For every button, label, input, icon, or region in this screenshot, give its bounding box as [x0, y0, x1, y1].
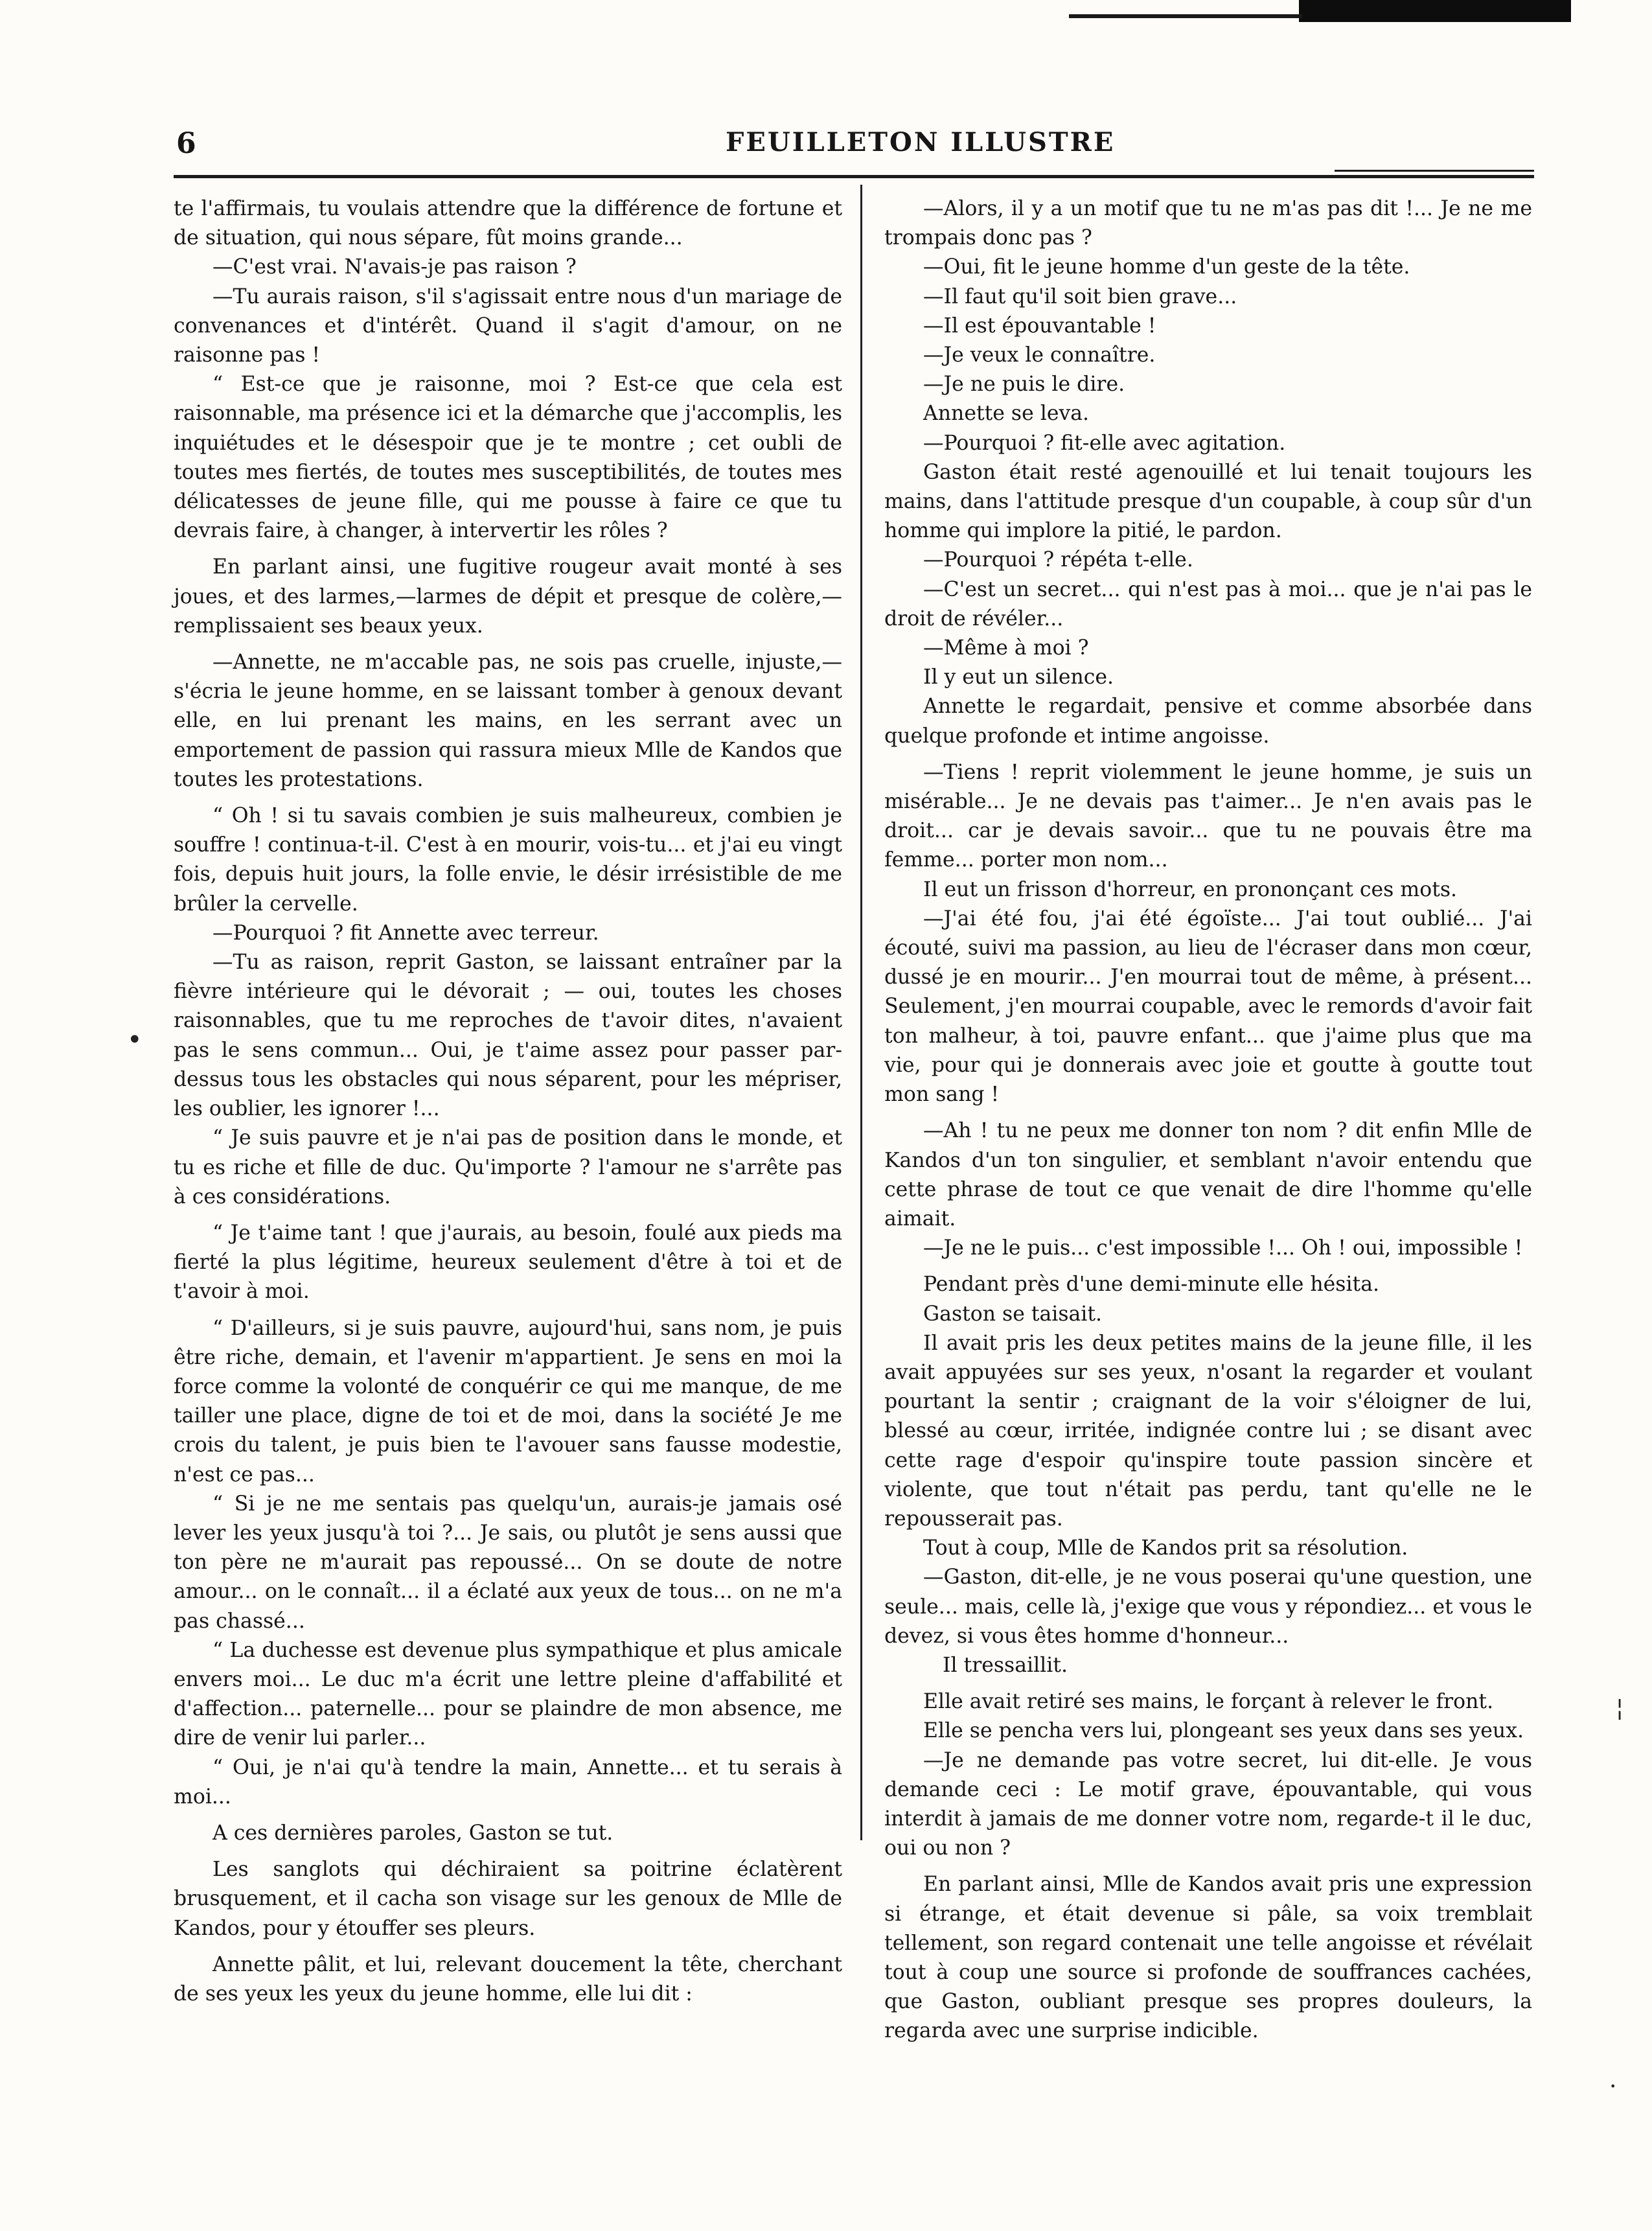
paragraph: Elle avait retiré ses mains, le forçant à relever le front. — [923, 1690, 1494, 1714]
paragraph: —Pourquoi ? fit Annette avec terreur. — [212, 921, 599, 945]
paragraph: —Pourquoi ? fit-elle avec agitation. — [923, 431, 1286, 455]
paragraph: Il eut un frisson d'horreur, en prononçant ces mots. — [923, 877, 1458, 901]
margin-mark: ¦ — [1616, 1695, 1624, 1722]
running-title: FEUILLETON ILLUSTRE — [726, 127, 1116, 157]
paragraph: Pendant près d'une demi-minute elle hésita. — [923, 1273, 1379, 1297]
paragraph: —Annette, ne m'accable pas, ne sois pas cruelle, injuste,— s'écria le jeune homme, en se laissant tomber à genoux devant elle, en lui prenant les mains, en les serrant avec un emportement de passion qui rassura mieux Mlle de Kandos que toutes les protestations. — [174, 651, 842, 791]
header-rule-accent — [1335, 170, 1534, 172]
paragraph: —Alors, il y a un motif que tu ne m'as pas dit !... Je ne me trompais donc pas ? — [884, 197, 1532, 250]
paragraph: “ Oh ! si tu savais combien je suis malheureux, combien je souffre ! continua-t-il. C'est à en mourir, vois-tu... et j'ai eu vingt fois, depuis huit jours, la folle envie, le désir irrésistible de me brûler la cervelle. — [174, 804, 842, 916]
paragraph: Tout à coup, Mlle de Kandos prit sa résolution. — [923, 1536, 1408, 1560]
paragraph: —Tiens ! reprit violemment le jeune homme, je suis un misérable... Je ne devais pas t'aimer... Je n'en avais pas le droit... car je devais savoir... que tu ne pouvais être ma femme... porter mon nom... — [884, 760, 1532, 872]
page-number: 6 — [176, 127, 196, 160]
paragraph: —Je ne le puis... c'est impossible !... Oh ! oui, impossible ! — [923, 1236, 1523, 1260]
paragraph: —Ah ! tu ne peux me donner ton nom ? dit enfin Mlle de Kandos d'un ton singulier, et semblant n'avoir entendu que cette phrase de tout ce que venait de dire l'homme qu'elle aimait. — [884, 1119, 1532, 1231]
paragraph: A ces dernières paroles, Gaston se tut. — [212, 1821, 614, 1845]
paragraph: Gaston se taisait. — [923, 1302, 1103, 1326]
right-column — [884, 194, 1532, 2046]
paragraph: “ La duchesse est devenue plus sympathique et plus amicale envers moi... Le duc m'a écrit une lettre pleine d'affabilité et d'affection... paternelle... pour se plaindre de mon absence, me dire de venir lui parler... — [174, 1638, 842, 1750]
paragraph: Les sanglots qui déchiraient sa poitrine éclatèrent brusquement, et il cacha son visage sur les genoux de Mlle de Kandos, pour y étouffer ses pleurs. — [174, 1858, 842, 1940]
paragraph: —Même à moi ? — [923, 636, 1089, 660]
paragraph: Annette pâlit, et lui, relevant doucement la tête, cherchant de ses yeux les yeux du jeune homme, elle lui dit : — [174, 1952, 842, 2006]
header-rule — [174, 175, 1534, 178]
paragraph: —Il est épouvantable ! — [923, 314, 1156, 338]
paragraph: Annette le regardait, pensive et comme absorbée dans quelque profonde et intime angoisse. — [884, 695, 1532, 748]
left-column — [174, 194, 842, 2009]
paragraph: Gaston était resté agenouillé et lui tenait toujours les mains, dans l'attitude presque d'un coupable, à coup sûr d'un homme qui implore la pitié, le pardon. — [884, 460, 1532, 543]
top-edge-bar — [1299, 0, 1571, 22]
paragraph: En parlant ainsi, Mlle de Kandos avait pris une expression si étrange, et était devenue si pâle, sa voix tremblait tellement, son regard contenait une telle angoisse et révélait tout à coup une source si profonde de souffrances cachées, que Gaston, oubliant presque ses propres douleurs, la regarda avec une surprise indicible. — [884, 1873, 1532, 2043]
column-divider — [860, 185, 862, 1840]
paragraph: te l'affirmais, tu voulais attendre que la différence de fortune et de situation, qui nous sépare, fût moins grande... — [174, 197, 842, 250]
paragraph: —Tu aurais raison, s'il s'agissait entre nous d'un mariage de convenances et d'intérêt. Quand il s'agit d'amour, on ne raisonne pas ! — [174, 284, 842, 367]
paragraph: —Pourquoi ? répéta t-elle. — [923, 548, 1193, 572]
paragraph: Il y eut un silence. — [923, 665, 1114, 689]
margin-speck: · — [1609, 2074, 1617, 2100]
paragraph: —Je ne puis le dire. — [923, 373, 1125, 397]
paragraph: —Gaston, dit-elle, je ne vous poserai qu'une question, une seule... mais, celle là, j'exige que vous y répondiez... et vous le devez, si vous êtes homme d'honneur... — [884, 1566, 1532, 1648]
paragraph: En parlant ainsi, une fugitive rougeur avait monté à ses joues, et des larmes,—larmes de dépit et presque de colère,—remplissaient ses beaux yeux. — [174, 555, 842, 638]
paragraph: “ Oui, je n'ai qu'à tendre la main, Annette... et tu serais à moi... — [174, 1755, 842, 1809]
paragraph: —Oui, fit le jeune homme d'un geste de la tête. — [923, 255, 1410, 279]
margin-dot: • — [127, 1025, 143, 1055]
paragraph: —Il faut qu'il soit bien grave... — [923, 284, 1237, 308]
paragraph: Il tressaillit. — [943, 1653, 1068, 1677]
paragraph: “ Je suis pauvre et je n'ai pas de position dans le monde, et tu es riche et fille de duc. Qu'importe ? l'amour ne s'arrête pas à ces considérations. — [174, 1126, 842, 1208]
paragraph: “ Est-ce que je raisonne, moi ? Est-ce que cela est raisonnable, ma présence ici et la démarche que j'accomplis, les inquiétudes et le désespoir que je te montre ; cet oubli de toutes mes fiertés, de toutes mes susceptibilités, de toutes mes délicatesses de jeune fille, qui me pousse à faire ce que tu devrais faire, à changer, à intervertir les rôles ? — [174, 373, 842, 543]
paragraph: —Je veux le connaître. — [923, 343, 1156, 367]
paragraph: Il avait pris les deux petites mains de la jeune fille, il les avait appuyées sur ses yeux, n'osant la regarder et voulant pourtant la sentir ; craignant de la voir s'éloigner de lui, blessé au cœur, irritée, indignée contre lui ; se disant avec cette rage d'espoir qu'inspire toute passion sincère et violente, que tout n'était pas perdu, tant qu'elle ne le repousserait pas. — [884, 1331, 1532, 1531]
top-edge-rule — [1069, 14, 1302, 18]
paragraph: —C'est un secret... qui n'est pas à moi... que je n'ai pas le droit de révéler... — [884, 577, 1532, 630]
paragraph: —Je ne demande pas votre secret, lui dit-elle. Je vous demande ceci : Le motif grave, épouvantable, qui vous interdit à jamais de me donner votre nom, regarde-t il le duc, oui ou non ? — [884, 1748, 1532, 1860]
paragraph: Elle se pencha vers lui, plongeant ses yeux dans ses yeux. — [923, 1719, 1524, 1743]
paragraph: —J'ai été fou, j'ai été égoïste... J'ai tout oublié... J'ai écouté, suivi ma passion, au lieu de l'écraser dans mon cœur, dussé je en mourir... J'en mourrai tout de même, à présent... Seulement, j'en mourrai coupable, avec le remords d'avoir fait ton malheur, à toi, pauvre enfant... que j'aime plus que ma vie, pour qui je donnerais avec joie et goutte à goutte tout mon sang ! — [884, 907, 1532, 1107]
paragraph: “ D'ailleurs, si je suis pauvre, aujourd'hui, sans nom, je puis être riche, demain, et l'avenir m'appartient. Je sens en moi la force comme la volonté de conquérir ce qui me manque, de me tailler une place, digne de toi et de moi, dans la société Je me crois du talent, je puis bien te l'avouer sans fausse modestie, n'est ce pas... — [174, 1316, 842, 1486]
paragraph: “ Je t'aime tant ! que j'aurais, au besoin, foulé aux pieds ma fierté la plus légitime, heureux seulement d'être à toi et de t'avoir à moi. — [174, 1221, 842, 1304]
paragraph: —Tu as raison, reprit Gaston, se laissant entraîner par la fièvre intérieure qui le dévorait ; — oui, toutes les choses raisonnables, que tu me reproches de t'avoir dites, n'avaient pas le sens commun... Oui, je t'aime assez pour passer par-dessus tous les obstacles qui nous séparent, pour les mépriser, les oublier, les ignorer !... — [174, 951, 842, 1121]
paragraph: “ Si je ne me sentais pas quelqu'un, aurais-je jamais osé lever les yeux jusqu'à toi ?... Je sais, ou plutôt je sens aussi que ton père ne m'aurait pas repoussé... On se doute de notre amour... on le connaît... il a éclaté aux yeux de tous... on ne m'a pas chassé... — [174, 1492, 842, 1633]
paragraph: —C'est vrai. N'avais-je pas raison ? — [212, 255, 577, 279]
paragraph: Annette se leva. — [923, 402, 1090, 426]
